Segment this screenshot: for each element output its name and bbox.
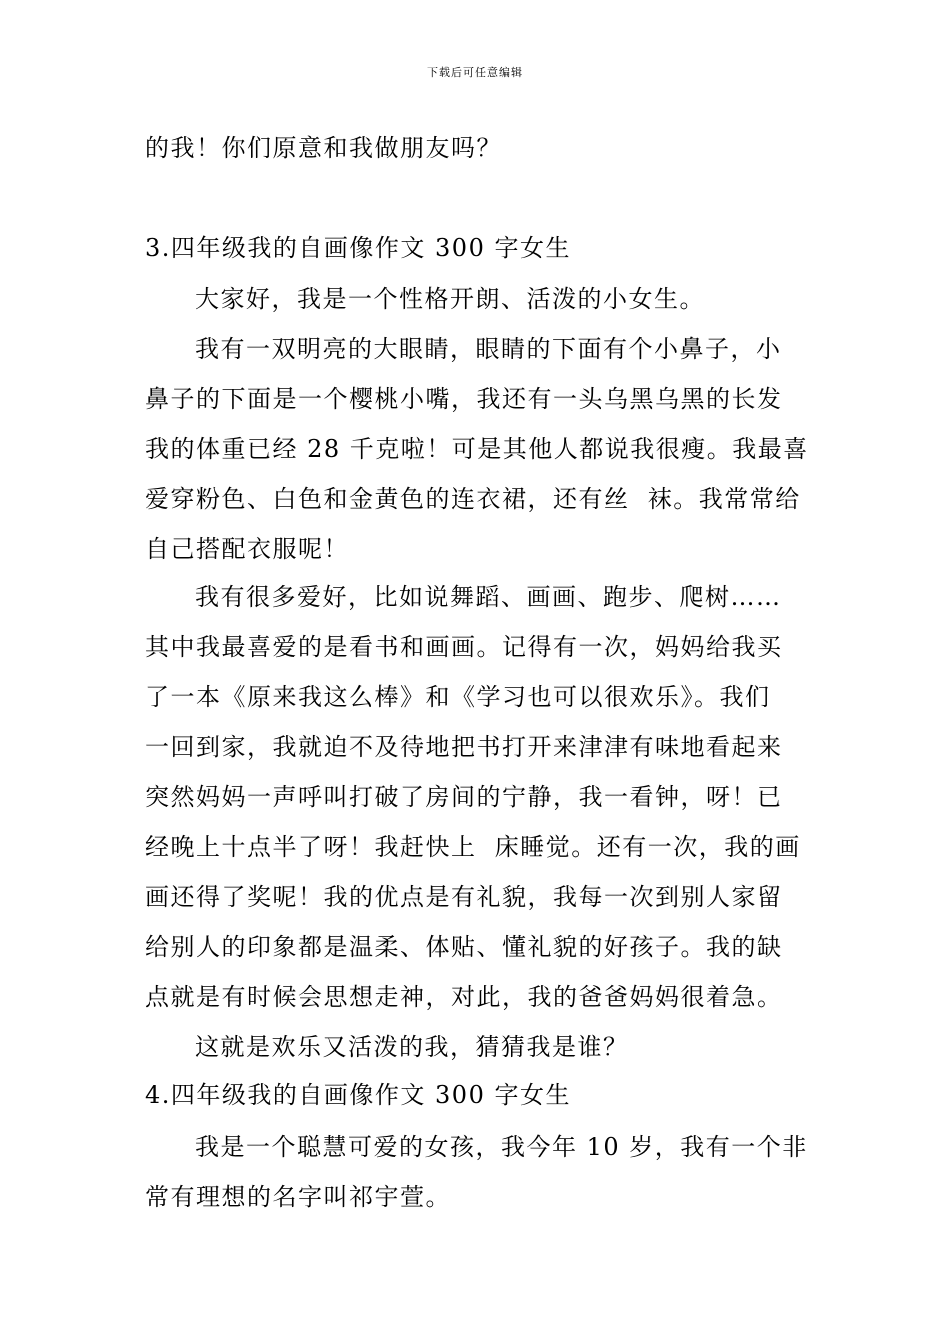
paragraph-line: 大家好，我是一个性格开朗、活泼的小女生。 [195, 285, 705, 313]
paragraph-line: 这就是欢乐又活泼的我，猜猜我是谁？ [195, 1033, 629, 1061]
paragraph-line: 突然妈妈一声呼叫打破了房间的宁静，我一看钟，呀！已 [145, 783, 783, 811]
paragraph-line: 了一本《原来我这么棒》和《学习也可以很欢乐》。我们 [145, 683, 771, 711]
paragraph-line: 一回到家，我就迫不及待地把书打开来津津有味地看起来 [145, 733, 783, 761]
section-heading: 3.四年级我的自画像作文 300 字女生 [145, 234, 571, 262]
paragraph-line: 我有很多爱好，比如说舞蹈、画画、跑步、爬树…… [195, 583, 782, 611]
paragraph-line: 自己搭配衣服呢！ [145, 535, 349, 563]
paragraph-line: 鼻子的下面是一个樱桃小嘴，我还有一头乌黑乌黑的长发 [145, 385, 783, 413]
paragraph-line: 给别人的印象都是温柔、体贴、懂礼貌的好孩子。我的缺 [145, 933, 783, 961]
section-heading: 4.四年级我的自画像作文 300 字女生 [145, 1081, 571, 1109]
paragraph-line: 我是一个聪慧可爱的女孩，我今年 10 岁，我有一个非 [195, 1133, 808, 1161]
paragraph-line: 爱穿粉色、白色和金黄色的连衣裙，还有丝 袜。我常常给 [145, 485, 801, 513]
paragraph-line: 画还得了奖呢！我的优点是有礼貌，我每一次到别人家留 [145, 883, 783, 911]
paragraph-line: 点就是有时候会思想走神，对此，我的爸爸妈妈很着急。 [145, 983, 783, 1011]
paragraph-line: 我的体重已经 28 千克啦！可是其他人都说我很瘦。我最喜 [145, 435, 809, 463]
page-header: 下载后可任意编辑 [427, 66, 523, 79]
paragraph-line: 常有理想的名字叫祁宇萱。 [145, 1183, 451, 1211]
paragraph-line: 其中我最喜爱的是看书和画画。记得有一次，妈妈给我买 [145, 633, 783, 661]
paragraph-line: 我有一双明亮的大眼睛，眼睛的下面有个小鼻子，小 [195, 335, 782, 363]
paragraph-line: 经晚上十点半了呀！我赶快上 床睡觉。还有一次，我的画 [145, 833, 801, 861]
paragraph-line: 的我！你们原意和我做朋友吗？ [145, 134, 502, 162]
